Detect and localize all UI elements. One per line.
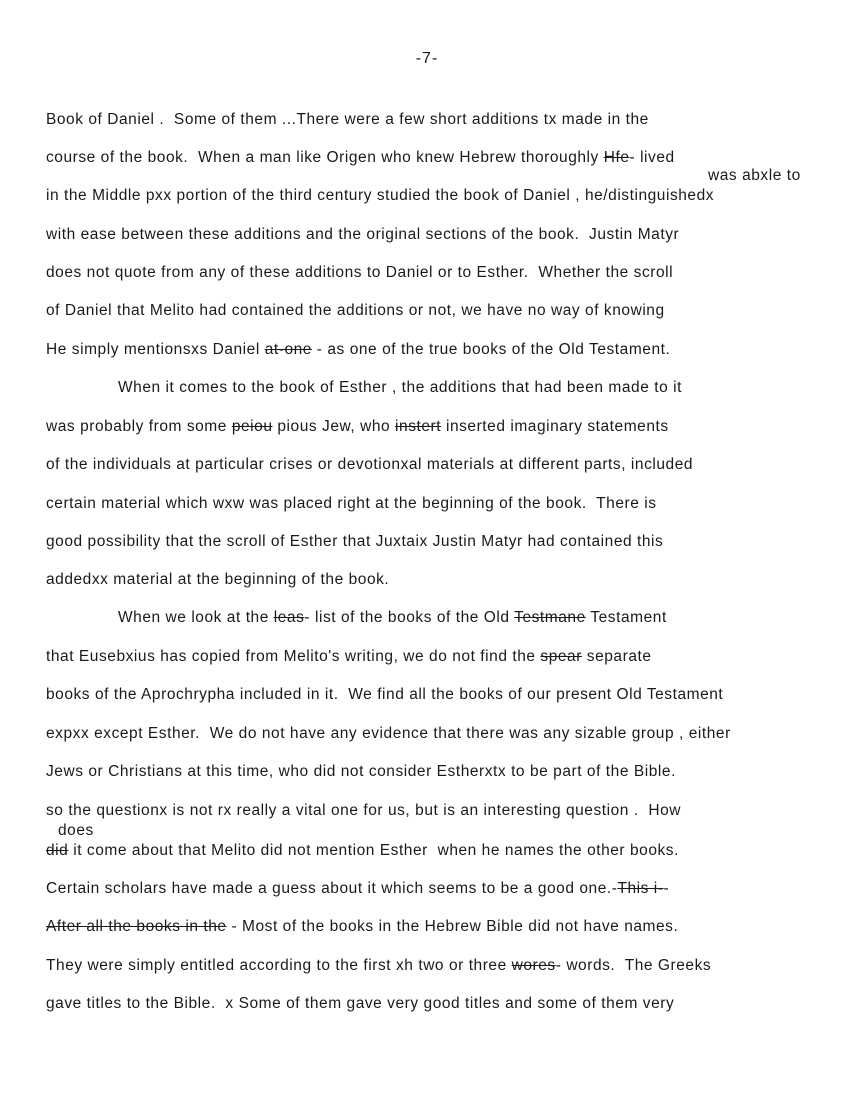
text-segment: of Daniel that Melito had contained the additions or not, we have no way of knowing [46,302,665,319]
text-segment: They were simply entitled according to the first xh two or three [46,957,512,974]
interlinear-insertion: was abxle to [708,167,801,184]
text-line [46,225,679,245]
text-line [118,608,667,628]
text-line [46,417,669,437]
text-segment: Book of Daniel . Some of them ...There were a few short additions tx made in the [46,111,649,128]
text-line [46,917,678,937]
text-segment: certain material which wxw was placed right at the beginning of the book. There is [46,495,657,512]
text-line [46,879,669,899]
text-segment: - as one of the true books of the Old Testament. [311,341,671,358]
text-line [46,532,663,552]
struck-text: Hfe [603,149,630,166]
text-segment: Certain scholars have made a guess about it which seems to be a good one.- [46,880,618,897]
text-line [46,801,681,821]
text-segment: gave titles to the Bible. x Some of them gave very good titles and some of them very [46,995,675,1012]
text-line [46,148,675,168]
text-segment: in the Middle pxx portion of the third century studied the book of Daniel , he/distinguishedx [46,187,715,204]
text-segment: - list of the books of the Old [304,609,515,626]
text-segment: books of the Aprochrypha included in it. We find all the books of our present Old Testament [46,686,724,703]
text-segment: When it comes to the book of Esther , the additions that had been made to it [118,379,682,396]
text-segment: - lived [629,149,675,166]
text-segment: expxx except Esther. We do not have any evidence that there was any sizable group , either [46,725,731,742]
struck-text: peiou [231,418,273,435]
text-line [46,570,389,590]
text-line [46,494,657,514]
text-line [46,340,670,360]
text-line [46,455,693,475]
text-line [46,685,723,705]
struck-text: at-one [264,341,312,358]
text-segment: He simply mentionsxs Daniel [46,341,265,358]
text-segment: - [663,880,670,897]
text-segment: separate [581,648,652,665]
text-line [46,263,673,283]
text-segment: Jews or Christians at this time, who did not consider Estherxtx to be part of the Bible. [46,763,676,780]
text-segment: - Most of the books in the Hebrew Bible did not have names. [226,918,679,935]
text-segment: does not quote from any of these additions to Daniel or to Esther. Whether the scroll [46,264,674,281]
struck-text: instert [395,418,442,435]
struck-text: did [46,842,69,859]
text-segment: with ease between these additions and the original sections of the book. Justin Matyr [46,226,680,243]
text-segment: pious Jew, who [272,418,396,435]
struck-text: This i- [617,880,664,897]
text-segment: of the individuals at particular crises or devotionxal materials at different parts, included [46,456,694,473]
struck-text: After all the books in the [46,918,227,935]
text-segment: When we look at the [118,609,274,626]
struck-text: spear [540,648,582,665]
text-segment: so the questionx is not rx really a vital one for us, but is an interesting question . How [46,802,682,819]
text-line [46,647,652,667]
text-segment: was probably from some [46,418,232,435]
text-segment: addedxx material at the beginning of the book. [46,571,390,588]
text-line [46,110,649,130]
text-line [46,994,674,1014]
struck-text: wores [511,957,556,974]
text-line [46,724,731,744]
page-number: -7- [415,50,439,67]
text-segment: good possibility that the scroll of Esther that Juxtaix Justin Matyr had contained this [46,533,664,550]
text-segment: - words. The Greeks [555,957,712,974]
text-segment: Testament [585,609,667,626]
struck-text: leas [273,609,305,626]
interlinear-insertion: does [58,822,94,839]
text-line [46,301,665,321]
text-segment: that Eusebxius has copied from Melito's writing, we do not find the [46,648,541,665]
text-line [46,762,676,782]
text-line [46,841,679,861]
text-line [46,186,714,206]
text-segment: it come about that Melito did not mention Esther when he names the other books. [68,842,679,859]
text-segment: inserted imaginary statements [441,418,669,435]
struck-text: Testmane [514,609,586,626]
text-line [46,956,711,976]
text-segment: course of the book. When a man like Origen who knew Hebrew thoroughly [46,149,604,166]
text-line [118,378,682,398]
